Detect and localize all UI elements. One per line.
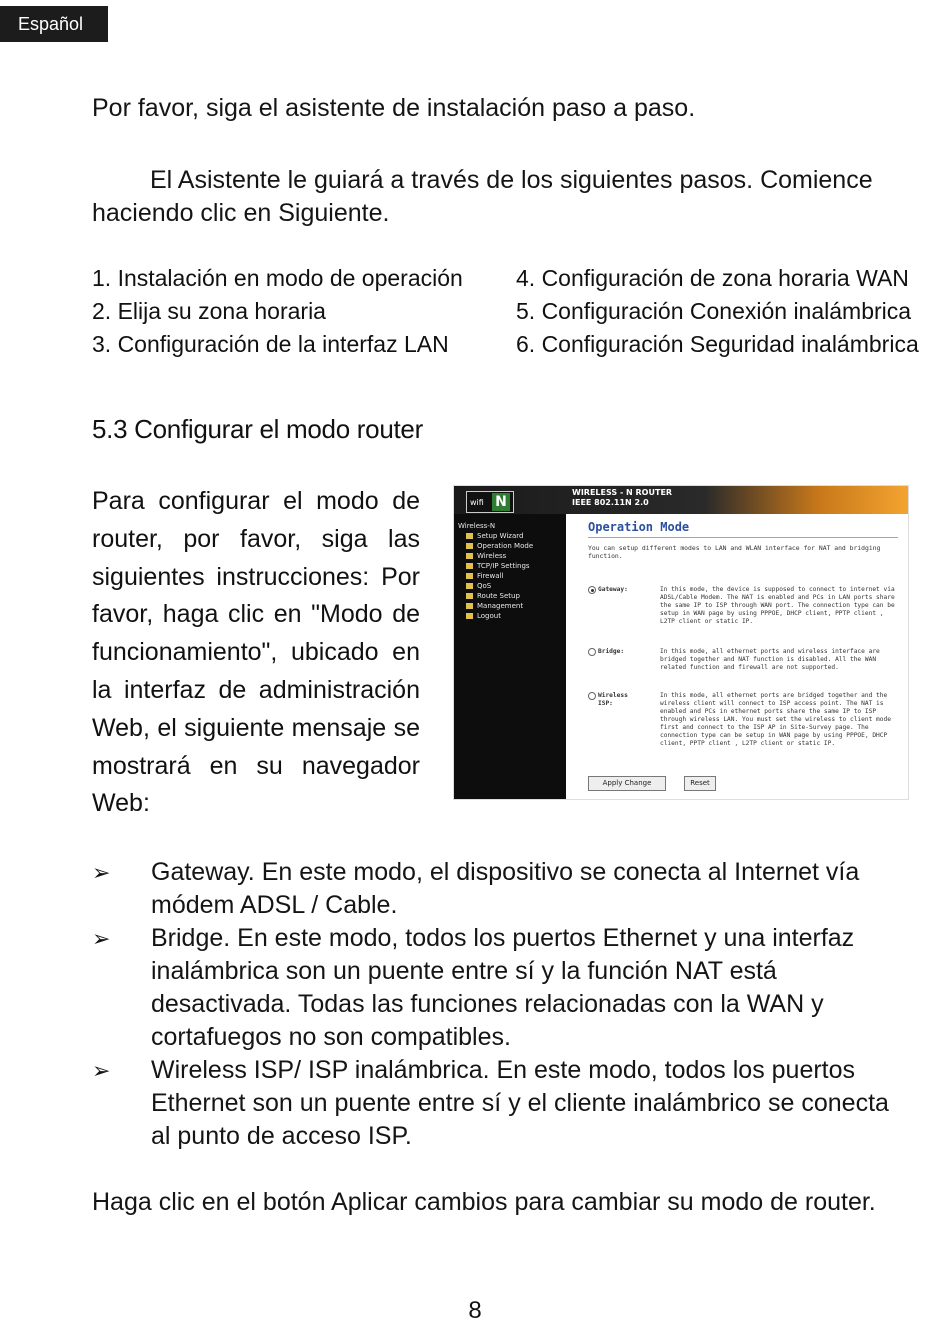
arrow-icon: ➢ xyxy=(92,860,111,885)
step-item: 2. Elija su zona horaria xyxy=(92,298,326,324)
wizard-line-1: El Asistente le guiará a través de los siguientes pasos. Comience xyxy=(150,166,873,194)
menu-list xyxy=(466,531,533,621)
router-screenshot xyxy=(453,485,909,800)
arrow-icon: ➢ xyxy=(92,1058,111,1083)
menu-root: Wireless-N xyxy=(458,522,496,530)
operation-mode-title: Operation Mode xyxy=(588,520,690,534)
menu-item: Management xyxy=(466,601,533,611)
closing-text: Haga clic en el botón Aplicar cambios para cambiar su modo de router. xyxy=(92,1188,876,1216)
step-item: 4. Configuración de zona horaria WAN xyxy=(516,265,909,291)
steps-list-right xyxy=(516,262,919,361)
bullet-text: Wireless ISP/ ISP inalámbrica. En este modo, todos los puertos Ethernet son un puente entre sí y el cliente inalámbrico se conecta al punto de acceso ISP. xyxy=(151,1056,889,1150)
wizard-line-2: haciendo clic en Siguiente. xyxy=(92,199,390,227)
intro-text: Por favor, siga el asistente de instalación paso a paso. xyxy=(92,94,696,122)
step-item: 5. Configuración Conexión inalámbrica xyxy=(516,298,912,324)
instructions-paragraph: Para configurar el modo de router, por favor, siga las siguientes instrucciones: Por favor, haga clic en "Modo de funcionamiento", ubicado en la interfaz de administración Web, el siguiente mensaje se mostrará en su navegador Web: xyxy=(92,487,420,818)
mode-description: In this mode, all ethernet ports and wireless interface are bridged together and NAT function is disabled. All the WAN related function and firewall are not supported. xyxy=(660,648,880,671)
step-item: 6. Configuración Seguridad inalámbrica xyxy=(516,331,919,357)
folder-icon xyxy=(466,583,473,589)
section-title: 5.3 Configurar el modo router xyxy=(92,414,423,444)
screenshot-header xyxy=(454,486,909,514)
logo-n: N xyxy=(492,493,510,511)
radio-wireless-isp xyxy=(588,692,596,700)
mode-label: Wireless ISP: xyxy=(598,692,628,707)
menu-item: QoS xyxy=(466,581,533,591)
wifi-icon: wifi xyxy=(470,498,484,507)
menu-item: TCP/IP Settings xyxy=(466,561,533,571)
page-number: 8 xyxy=(468,1297,482,1324)
mode-description: In this mode, the device is supposed to connect to internet via ADSL/Cable Modem. The NAT is enabled and PCs in LAN ports share the same IP to ISP through WAN port. The connection type can be setup in WAN page by using PPPOE, DHCP client, PPTP client , L2TP client or static IP. xyxy=(660,586,895,625)
folder-icon xyxy=(466,553,473,559)
folder-icon xyxy=(466,533,473,539)
menu-item: Logout xyxy=(466,611,533,621)
arrow-icon: ➢ xyxy=(92,926,111,951)
mode-label: Gateway: xyxy=(598,586,628,593)
brand-line-2: IEEE 802.11N 2.0 xyxy=(572,498,649,507)
screenshot-main xyxy=(566,514,909,800)
language-tag: Español xyxy=(0,6,108,42)
folder-icon xyxy=(466,593,473,599)
menu-item: Setup Wizard xyxy=(466,531,533,541)
brand-line-1: WIRELESS - N ROUTER xyxy=(572,488,673,497)
wifi-n-logo xyxy=(466,491,514,513)
menu-item: Firewall xyxy=(466,571,533,581)
mode-label: Bridge: xyxy=(598,648,625,655)
radio-gateway xyxy=(588,586,596,594)
step-item: 3. Configuración de la interfaz LAN xyxy=(92,331,449,357)
bullet-text: Bridge. En este modo, todos los puertos Ethernet y una interfaz inalámbrica son un puente entre sí y la función NAT está desactivada. Todas las funciones relacionadas con la WAN y cortafuegos no son compatibles. xyxy=(151,924,855,1051)
apply-change-button: Apply Change xyxy=(588,776,666,791)
reset-button: Reset xyxy=(684,776,716,791)
folder-icon xyxy=(466,613,473,619)
steps-list-left xyxy=(92,262,463,361)
radio-bridge xyxy=(588,648,596,656)
operation-mode-description: You can setup different modes to LAN and WLAN interface for NAT and bridging function. xyxy=(588,544,881,560)
screenshot-brand xyxy=(572,488,672,508)
step-item: 1. Instalación en modo de operación xyxy=(92,265,463,291)
bullet-item xyxy=(92,1054,912,1153)
mode-description: In this mode, all ethernet ports are bridged together and the wireless client will connect to ISP access point. The NAT is enabled and PCs in ethernet ports share the same IP to ISP through wireless LAN. You must set the wireless to client mode first and connect to the ISP AP in Site-Survey page. The connection type can be setup in WAN page by using PPPOE, DHCP client, PPTP client , L2TP client or static IP. xyxy=(660,692,891,747)
bullet-text: Gateway. En este modo, el dispositivo se conecta al Internet vía módem ADSL / Cable. xyxy=(151,858,860,919)
mode-bullets xyxy=(92,856,912,1153)
folder-icon xyxy=(466,573,473,579)
menu-item: Wireless xyxy=(466,551,533,561)
wizard-text xyxy=(92,164,892,230)
bullet-item xyxy=(92,922,912,1054)
screenshot-sidebar xyxy=(454,514,566,800)
divider xyxy=(588,537,898,538)
folder-icon xyxy=(466,603,473,609)
menu-item: Route Setup xyxy=(466,591,533,601)
folder-icon xyxy=(466,543,473,549)
folder-icon xyxy=(466,563,473,569)
menu-item: Operation Mode xyxy=(466,541,533,551)
bullet-item xyxy=(92,856,912,922)
